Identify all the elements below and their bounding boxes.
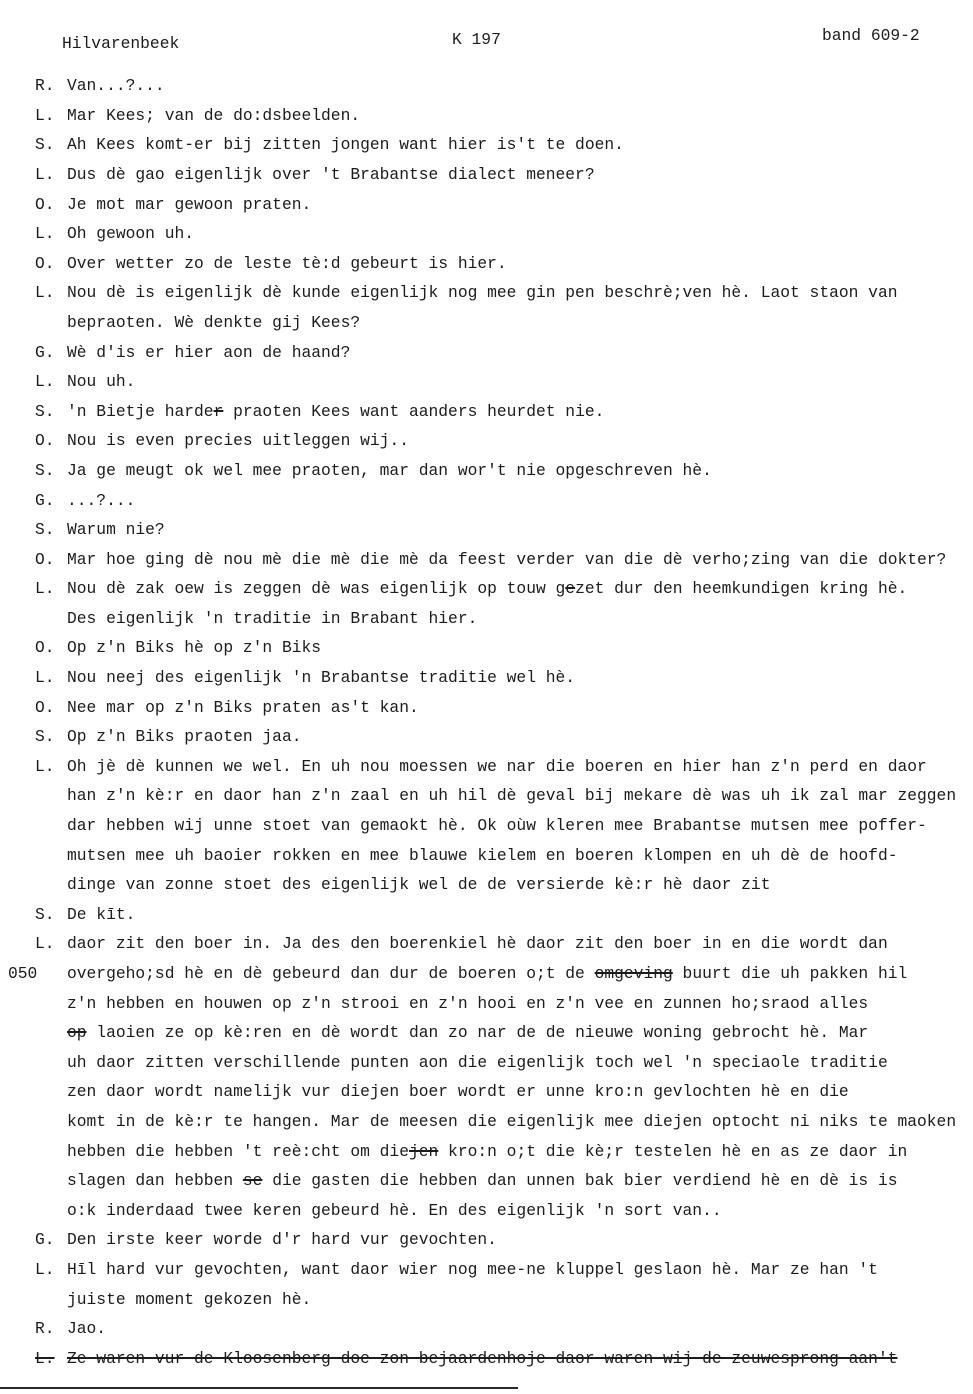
text-segment: zet dur den heemkundigen kring hè. bbox=[575, 579, 908, 599]
utterance-text: zen daor wordt namelijk vur diejen boer wordt er unne kro:n gevlochten hè en die bbox=[67, 1082, 849, 1102]
continuation-line bbox=[0, 1107, 973, 1137]
utterance-text bbox=[67, 1018, 868, 1048]
text-segment: hebben die hebben 't reè:cht om die bbox=[67, 1141, 409, 1161]
utterance-text: Nou uh. bbox=[67, 372, 136, 392]
struck-text: omgeving bbox=[594, 964, 673, 983]
dialogue-line bbox=[0, 486, 973, 516]
utterance-text: Oh jè dè kunnen we wel. En uh nou moessen we nar die boeren en hier han z'n perd en daor bbox=[67, 756, 927, 776]
dialogue-line bbox=[0, 633, 973, 663]
utterance-text: ...?... bbox=[67, 490, 136, 510]
utterance-text: Oh gewoon uh. bbox=[67, 224, 195, 244]
utterance-text bbox=[67, 1137, 907, 1167]
speaker-label: L. bbox=[35, 372, 55, 392]
continuation-line bbox=[0, 1196, 973, 1226]
dialogue-line bbox=[0, 900, 973, 930]
dialogue-line bbox=[0, 130, 973, 160]
speaker-label: L. bbox=[35, 164, 55, 184]
continuation-line bbox=[0, 811, 973, 841]
continuation-line bbox=[0, 1285, 973, 1315]
struck-dialogue-line bbox=[0, 1344, 973, 1374]
dialogue-line bbox=[0, 545, 973, 575]
utterance-text: daor zit den boer in. Ja des den boerenkiel hè daor zit den boer in en die wordt dan bbox=[67, 934, 888, 954]
continuation-line bbox=[0, 604, 973, 634]
utterance-text: Ja ge meugt ok wel mee praoten, mar dan wor't nie opgeschreven hè. bbox=[67, 460, 712, 480]
margin-counter: 050 bbox=[8, 964, 38, 983]
dialogue-line bbox=[0, 693, 973, 723]
utterance-text: Je mot mar gewoon praten. bbox=[67, 194, 312, 214]
dialogue-line bbox=[0, 219, 973, 249]
speaker-label: O. bbox=[35, 194, 55, 214]
struck-text: e bbox=[565, 579, 576, 599]
utterance-text: Mar Kees; van de do:dsbeelden. bbox=[67, 105, 361, 125]
header-code: K 197 bbox=[452, 30, 501, 49]
speaker-label: O. bbox=[35, 697, 55, 717]
dialogue-line bbox=[0, 1225, 973, 1255]
speaker-label: O. bbox=[35, 431, 55, 451]
utterance-text: Nou is even precies uitleggen wij.. bbox=[67, 431, 409, 451]
speaker-label: O. bbox=[35, 638, 55, 658]
text-segment: Nou dè zak oew is zeggen dè was eigenlijk op touw g bbox=[67, 579, 566, 599]
speaker-label: S. bbox=[35, 135, 55, 155]
text-segment: praoten Kees want aanders heurdet nie. bbox=[223, 401, 605, 421]
dialogue-line bbox=[0, 367, 973, 397]
continuation-line bbox=[0, 1077, 973, 1107]
dialogue-line bbox=[0, 515, 973, 545]
struck-text: se bbox=[242, 1171, 263, 1191]
struck-text: r bbox=[213, 401, 224, 421]
utterance-text: dar hebben wij unne stoet van gemaokt hè. Ok oùw kleren mee Brabantse mutsen mee poffer- bbox=[67, 816, 927, 836]
utterance-text: Over wetter zo de leste tè:d gebeurt is hier. bbox=[67, 253, 507, 273]
text-segment: buurt die uh pakken hil bbox=[672, 964, 908, 983]
utterance-text: Mar hoe ging dè nou mè die mè die mè da feest verder van die dè verho;zing van die dokter? bbox=[67, 549, 947, 569]
speaker-label: S. bbox=[35, 460, 55, 480]
speaker-label: S. bbox=[35, 520, 55, 540]
dialogue-line bbox=[0, 338, 973, 368]
dialogue-line bbox=[0, 278, 973, 308]
dialogue-line bbox=[0, 249, 973, 279]
dialogue-line bbox=[0, 397, 973, 427]
continuation-line bbox=[0, 1137, 973, 1167]
dialogue-line bbox=[0, 929, 973, 959]
dialogue-line bbox=[0, 190, 973, 220]
utterance-text: Op z'n Biks praoten jaa. bbox=[67, 727, 302, 747]
speaker-label: L. bbox=[35, 224, 55, 244]
utterance-text: Hīl hard vur gevochten, want daor wier nog mee-ne kluppel geslaon hè. Mar ze han 't bbox=[67, 1259, 878, 1279]
dialogue-line bbox=[0, 752, 973, 782]
speaker-label: L. bbox=[35, 668, 55, 688]
dialogue-line bbox=[0, 101, 973, 131]
speaker-label: L. bbox=[35, 756, 55, 776]
utterance-text: Ah Kees komt-er bij zitten jongen want hier is't te doen. bbox=[67, 135, 624, 155]
utterance-text: komt in de kè:r te hangen. Mar de meesen die eigenlijk mee diejen optocht ni niks te maoken bbox=[67, 1111, 957, 1131]
header-place: Hilvarenbeek bbox=[62, 34, 180, 53]
dialogue-line bbox=[0, 456, 973, 486]
dialogue-line bbox=[0, 722, 973, 752]
speaker-label: R. bbox=[35, 1319, 55, 1339]
utterance-text: Warum nie? bbox=[67, 520, 165, 540]
dialogue-line bbox=[0, 663, 973, 693]
speaker-label: S. bbox=[35, 904, 55, 924]
speaker-label: L. bbox=[35, 1259, 55, 1279]
continuation-line bbox=[0, 308, 973, 338]
dialogue-line bbox=[0, 1255, 973, 1285]
continuation-line bbox=[0, 1048, 973, 1078]
text-segment: laoien ze op kè:ren en dè wordt dan zo nar de de nieuwe woning gebrocht hè. Mar bbox=[86, 1023, 869, 1043]
speaker-label: S. bbox=[35, 727, 55, 747]
utterance-text: Den irste keer worde d'r hard vur gevochten. bbox=[67, 1230, 497, 1250]
text-segment: overgeho;sd hè en dè gebeurd dan dur de boeren o;t de bbox=[67, 964, 595, 983]
utterance-text: han z'n kè:r en daor han z'n zaal en uh hil dè geval bij mekare dè was uh ik zal mar zeggen bbox=[67, 786, 957, 806]
utterance-text: De kīt. bbox=[67, 904, 136, 924]
speaker-label: L. bbox=[35, 105, 55, 125]
utterance-text: Nee mar op z'n Biks praten as't kan. bbox=[67, 697, 419, 717]
text-segment: kro:n o;t die kè;r testelen hè en as ze daor in bbox=[438, 1141, 908, 1161]
continuation-line bbox=[0, 781, 973, 811]
utterance-text bbox=[67, 574, 907, 604]
text-segment: 'n Bietje harde bbox=[67, 401, 214, 421]
dialogue-line bbox=[0, 160, 973, 190]
speaker-label: L. bbox=[35, 579, 55, 599]
dialogue-line bbox=[0, 1314, 973, 1344]
continuation-line bbox=[0, 1166, 973, 1196]
utterance-text: Nou dè is eigenlijk dè kunde eigenlijk nog mee gin pen beschrè;ven hè. Laot staon van bbox=[67, 283, 898, 303]
utterance-text: bepraoten. Wè denkte gij Kees? bbox=[67, 312, 361, 332]
utterance-text: Des eigenlijk 'n traditie in Brabant hier. bbox=[67, 608, 478, 628]
speaker-label: G. bbox=[35, 490, 55, 510]
utterance-text: Jao. bbox=[67, 1319, 107, 1339]
dialogue-line bbox=[0, 71, 973, 101]
utterance-text: Van...?... bbox=[67, 76, 165, 96]
utterance-text bbox=[67, 397, 604, 427]
bottom-rule bbox=[0, 1387, 518, 1389]
transcript-body bbox=[0, 71, 973, 1373]
utterance-text: juiste moment gekozen hè. bbox=[67, 1289, 312, 1309]
speaker-label: R. bbox=[35, 76, 55, 96]
utterance-text: z'n hebben en houwen op z'n strooi en z'n hooi en z'n vee en zunnen ho;sraod alles bbox=[67, 993, 869, 1013]
dialogue-line bbox=[0, 574, 973, 604]
utterance-text: Op z'n Biks hè op z'n Biks bbox=[67, 638, 322, 658]
utterance-text bbox=[67, 1166, 898, 1196]
utterance-text: o:k inderdaad twee keren gebeurd hè. En des eigenlijk 'n sort van.. bbox=[67, 1200, 722, 1220]
text-segment: slagen dan hebben bbox=[67, 1171, 243, 1191]
speaker-label: G. bbox=[35, 342, 55, 362]
utterance-text: Nou neej des eigenlijk 'n Brabantse traditie wel hè. bbox=[67, 668, 576, 688]
continuation-line bbox=[0, 841, 973, 871]
continuation-line bbox=[0, 1018, 973, 1048]
struck-text: op bbox=[67, 1023, 87, 1043]
dialogue-line bbox=[0, 426, 973, 456]
continuation-line bbox=[0, 870, 973, 900]
utterance-text: dinge van zonne stoet des eigenlijk wel de de versierde kè:r hè daor zit bbox=[67, 875, 771, 895]
utterance-text: uh daor zitten verschillende punten aon die eigenlijk toch wel 'n speciaole traditie bbox=[67, 1052, 888, 1072]
utterance-text: Wè d'is er hier aon de haand? bbox=[67, 342, 351, 362]
speaker-label: G. bbox=[35, 1230, 55, 1250]
speaker-label: L. bbox=[35, 1348, 55, 1368]
speaker-label: S. bbox=[35, 401, 55, 421]
utterance-text: mutsen mee uh baoier rokken en mee blauwe kielem en boeren klompen en uh dè de hoofd- bbox=[67, 845, 898, 865]
utterance-text bbox=[67, 959, 907, 989]
speaker-label: L. bbox=[35, 934, 55, 954]
struck-text: jen bbox=[408, 1141, 439, 1161]
speaker-label: L. bbox=[35, 283, 55, 303]
speaker-label: O. bbox=[35, 549, 55, 569]
utterance-text: Dus dè gao eigenlijk over 't Brabantse dialect meneer? bbox=[67, 164, 595, 184]
text-segment: die gasten die hebben dan unnen bak bier verdiend hè en dè is is bbox=[262, 1171, 898, 1191]
speaker-label: O. bbox=[35, 253, 55, 273]
header-band: band 609-2 bbox=[822, 26, 920, 45]
struck-text: Ze waren vur de Kloosenberg doe zon bejaardenhoje daor waren wij de zeuwesprong aan't bbox=[67, 1348, 898, 1368]
continuation-line bbox=[0, 989, 973, 1019]
continuation-line bbox=[0, 959, 973, 989]
